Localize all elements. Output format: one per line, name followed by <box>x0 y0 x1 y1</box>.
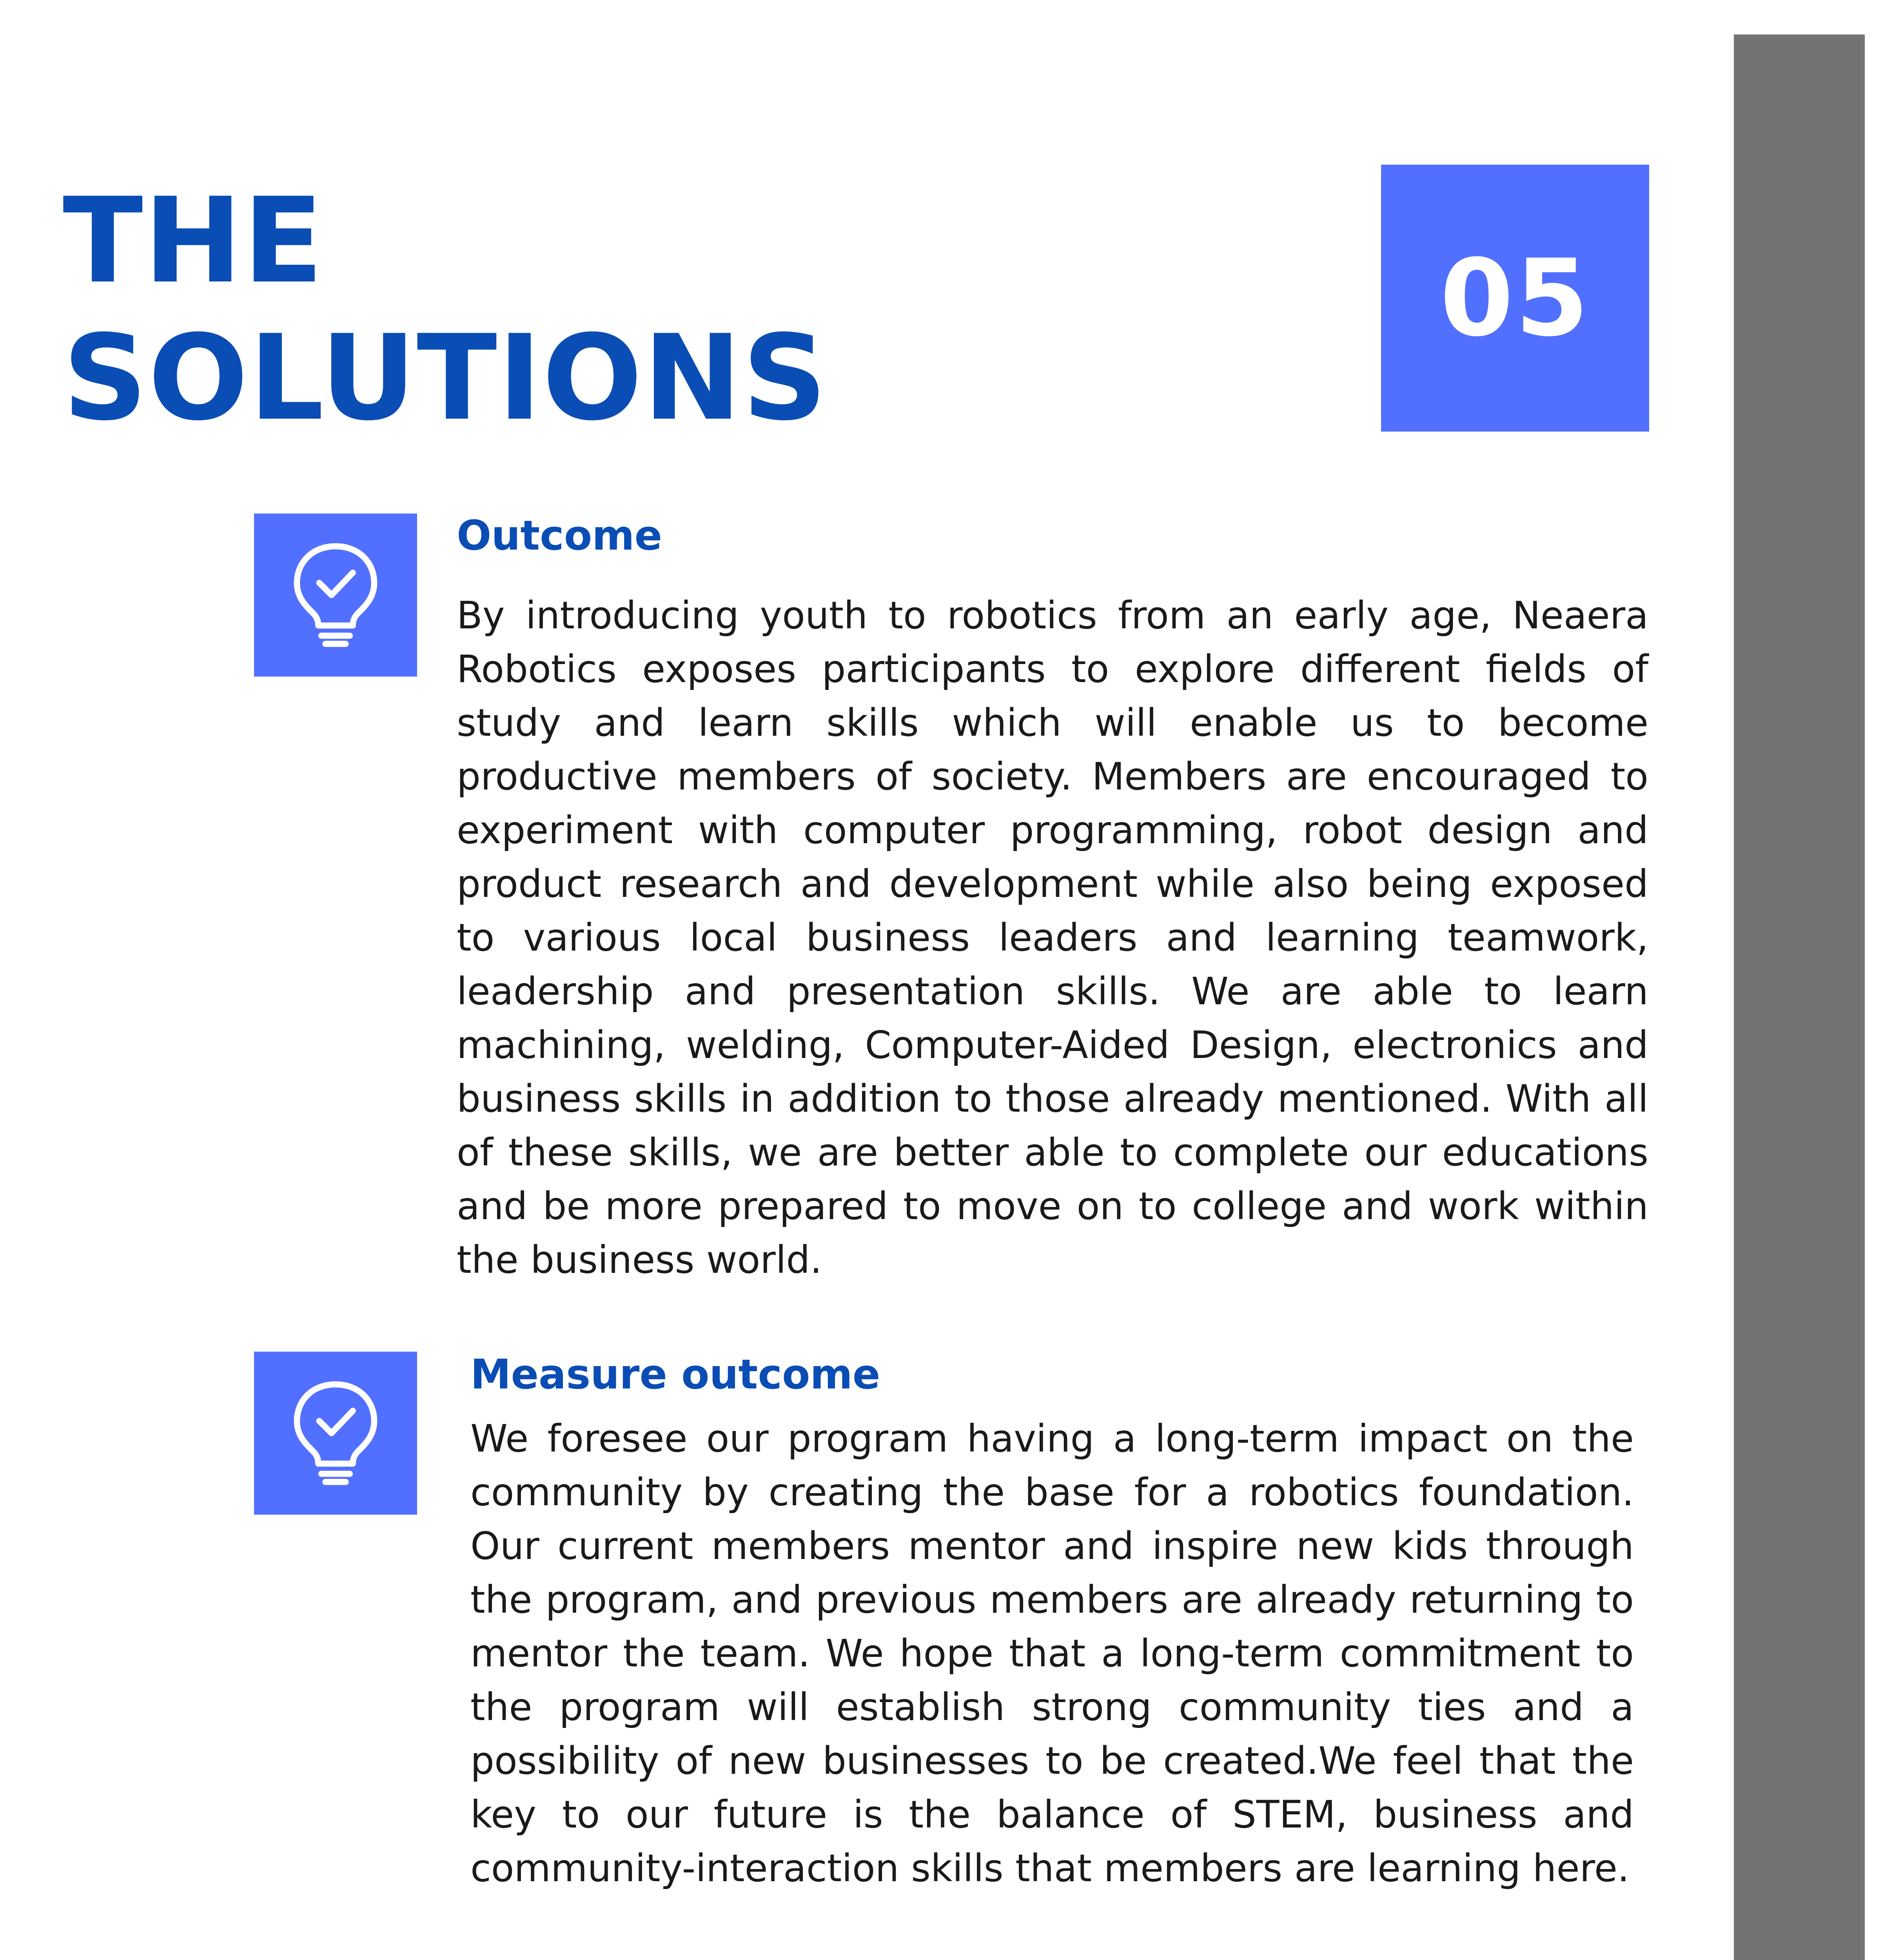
page-title <box>63 172 828 447</box>
section-body-outcome: By introducing youth to robotics from an early age, Neaera Robotics exposes participants to explore different fields of study and learn skills which will enable us to become productive members of society. Members are encouraged to experiment with computer programming, robot design and product research and development while also being exposed to various local business leaders and learning teamwork, leadership and presentation skills. We are able to learn machining, welding, Computer-Aided Design, electronics and business skills in addition to those already mentioned. With all of these skills, we are better able to complete our educations and be more prepared to move on to college and work within the business world. <box>457 593 1648 1282</box>
sidebar-bar <box>1734 34 1865 1960</box>
section-heading-measure-outcome: Measure outcome <box>470 1350 880 1398</box>
title-line-2: SOLUTIONS <box>63 310 828 446</box>
section-body-measure-outcome: We foresee our program having a long-term impact on the community by creating the base for a robotics foundation. Our current members mentor and inspire new kids through the program, and previous members are already returning to mentor the team. We hope that a long-term commitment to the program will establish strong community ties and a possibility of new businesses to be created.We feel that the key to our future is the balance of STEM, business and community-interaction skills that members are learning here. <box>470 1417 1634 1890</box>
lightbulb-check-icon <box>254 1352 417 1515</box>
lightbulb-check-icon <box>254 514 417 677</box>
section-heading-outcome: Outcome <box>457 512 662 559</box>
section-number-badge <box>1381 165 1649 432</box>
section-number: 05 <box>1440 236 1590 360</box>
title-line-1: THE <box>63 172 324 309</box>
